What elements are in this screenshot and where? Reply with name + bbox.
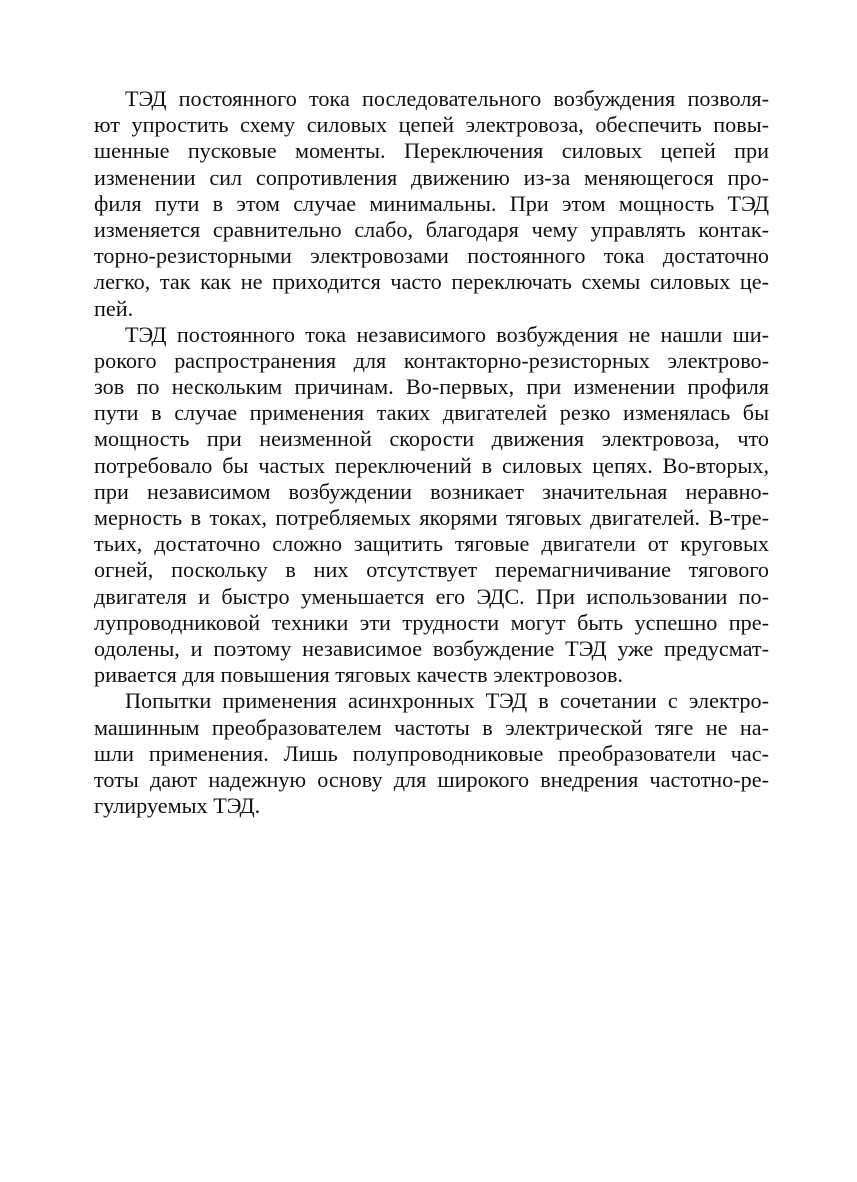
text-line: шли применения. Лишь полупроводниковые преобразователи час- [94, 740, 769, 766]
text-line: мощность при неизменной скорости движения электровоза, что [94, 426, 769, 452]
text-line: изменяется сравнительно слабо, благодаря чему управлять контак- [94, 216, 769, 242]
text-line: ривается для повышения тяговых качеств электровозов. [94, 662, 623, 688]
text-line: Попытки применения асинхронных ТЭД в сочетании с электро- [125, 688, 769, 714]
text-line: потребовало бы частых переключений в силовых цепях. Во-вторых, [94, 452, 769, 478]
text-line: одолены, и поэтому независимое возбуждение ТЭД уже предусмат- [94, 635, 769, 661]
text-line: тоты дают надежную основу для широкого внедрения частотно-ре- [94, 766, 769, 792]
text-line: при независимом возбуждении возникает значительная неравно- [94, 478, 769, 504]
text-line: лупроводниковой техники эти трудности могут быть успешно пре- [94, 609, 769, 635]
text-line: ТЭД постоянного тока последовательного возбуждения позволя- [125, 86, 769, 111]
paragraph-3 [94, 688, 769, 819]
text-line: ют упростить схему силовых цепей электровоза, обеспечить повы- [94, 112, 769, 138]
text-line: филя пути в этом случае минимальны. При этом мощность ТЭД [94, 190, 769, 216]
text-line: тьих, достаточно сложно защитить тяговые двигатели от круговых [94, 531, 769, 557]
text-line: ТЭД постоянного тока независимого возбуждения не нашли ши- [125, 321, 769, 347]
text-line: машинным преобразователем частоты в электрической тяге не на- [94, 714, 769, 740]
text-line: гулируемых ТЭД. [94, 793, 261, 819]
text-line: огней, поскольку в них отсутствует перемагничивание тягового [94, 557, 769, 583]
text-line: легко, так как не приходится часто переключать схемы силовых це- [94, 269, 769, 295]
text-line: двигателя и быстро уменьшается его ЭДС. При использовании по- [94, 583, 769, 609]
text-line: изменении сил сопротивления движению из-за меняющегося про- [94, 164, 769, 190]
paragraph-1 [94, 86, 769, 322]
text-line: зов по нескольким причинам. Во-первых, при изменении профиля [94, 374, 769, 400]
text-line: торно-резисторными электровозами постоянного тока достаточно [94, 243, 769, 269]
paragraph-2 [94, 322, 769, 689]
text-line: рокого распространения для контакторно-резисторных электрово- [94, 347, 769, 373]
document-page [94, 86, 769, 819]
text-line: пей. [94, 295, 134, 321]
text-line: мерность в токах, потребляемых якорями тяговых двигателей. В-тре- [94, 505, 769, 530]
text-line: шенные пусковые моменты. Переключения силовых цепей при [94, 138, 769, 164]
text-line: пути в случае применения таких двигателей резко изменялась бы [94, 400, 769, 426]
